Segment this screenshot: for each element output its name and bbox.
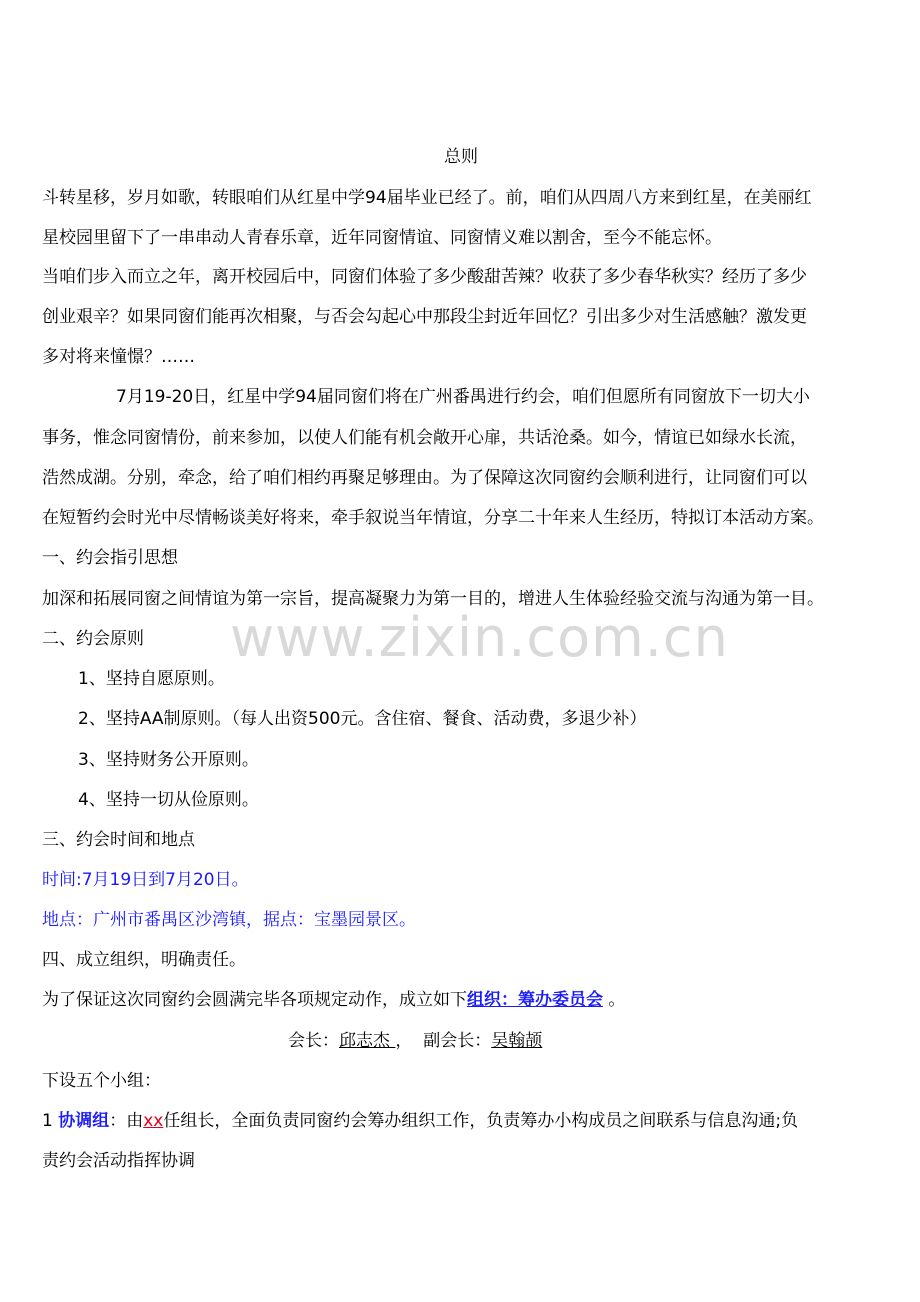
principle-item: 4、坚持一切从俭原则。 bbox=[78, 790, 259, 810]
watermark: www.zixin.com.cn bbox=[230, 606, 729, 669]
document-title: 总则 bbox=[444, 147, 478, 167]
intro-paragraph-1-line-2: 星校园里留下了一串串动人青春乐章，近年同窗情谊、同窗情义难以割舍，至今不能忘怀。 bbox=[42, 228, 722, 248]
intro-paragraph-2-line-3: 多对将来憧憬？…… bbox=[42, 347, 195, 367]
vice-president-name: 吴翰颉 bbox=[491, 1031, 543, 1051]
group-1-line-1 bbox=[42, 1110, 798, 1132]
group-1-line-2: 责约会活动指挥协调 bbox=[42, 1151, 195, 1171]
intro-paragraph-2-line-2: 创业艰辛？如果同窗们能再次相聚，与否会勾起心中那段尘封近年回忆？引出多少对生活感触？激发更 bbox=[42, 307, 807, 327]
group-1-description: 任组长，全面负责同窗约会筹办组织工作，负责筹办小构成员之间联系与信息沟通;负 bbox=[163, 1111, 799, 1131]
section-1-body: 加深和拓展同窗之间情谊为第一宗旨，提高凝聚力为第一目的，增进人生体验经验交流与沟通为第一目。 bbox=[42, 589, 824, 609]
intro-paragraph-3-line-2: 事务，惟念同窗情份，前来参加，以使人们能有机会敞开心扉，共话沧桑。如今，情谊已如绿水长流， bbox=[42, 428, 807, 448]
intro-paragraph-3-line-1: 7月19-20日，红星中学94届同窗们将在广州番禺进行约会，咱们但愿所有同窗放下一切大小 bbox=[116, 387, 810, 407]
intro-paragraph-3-line-3: 浩然成湖。分别，牵念，给了咱们相约再聚足够理由。为了保障这次同窗约会顺利进行，让同窗们可以 bbox=[42, 468, 807, 488]
organization-intro-suffix: 。 bbox=[603, 990, 626, 1010]
groups-intro: 下设五个小组： bbox=[42, 1071, 161, 1091]
event-time: 时间:7月19日到7月20日。 bbox=[42, 870, 249, 890]
intro-paragraph-1-line-1: 斗转星移，岁月如歌，转眼咱们从红星中学94届毕业已经了。前，咱们从四周八方来到红星，在美丽红 bbox=[42, 188, 812, 208]
group-1-name: 协调组 bbox=[58, 1111, 110, 1131]
principle-item: 3、坚持财务公开原则。 bbox=[78, 750, 259, 770]
section-2-heading: 二、约会原则 bbox=[42, 629, 144, 649]
group-1-leader-placeholder: xx bbox=[143, 1111, 164, 1131]
group-1-mid-text: ：由 bbox=[109, 1111, 144, 1131]
president-label: 会长： bbox=[288, 1031, 339, 1051]
section-3-heading: 三、约会时间和地点 bbox=[42, 830, 195, 850]
leadership-line bbox=[288, 1030, 542, 1052]
president-name: 邱志杰 bbox=[339, 1031, 396, 1051]
intro-paragraph-2-line-1: 当咱们步入而立之年，离开校园后中，同窗们体验了多少酸甜苦辣？收获了多少春华秋实？经历了多少 bbox=[42, 267, 807, 287]
section-4-heading: 四、成立组织，明确责任。 bbox=[42, 950, 246, 970]
committee-link[interactable]: 组织：筹办委员会 bbox=[467, 990, 603, 1010]
intro-paragraph-3-line-4: 在短暂约会时光中尽情畅谈美好将来，牵手叙说当年情谊，分享二十年来人生经历，特拟订本活动方案。 bbox=[42, 508, 824, 528]
organization-intro bbox=[42, 989, 625, 1011]
event-place: 地点：广州市番禺区沙湾镇，据点：宝墨园景区。 bbox=[42, 910, 416, 930]
section-1-heading: 一、约会指引思想 bbox=[42, 548, 178, 568]
principle-item: 1、坚持自愿原则。 bbox=[78, 669, 225, 689]
vice-president-label: 副会长： bbox=[423, 1031, 492, 1051]
organization-intro-text: 为了保证这次同窗约会圆满完毕各项规定动作，成立如下 bbox=[42, 990, 467, 1010]
group-1-number: 1 bbox=[42, 1111, 59, 1131]
leadership-separator: ， bbox=[395, 1031, 424, 1051]
principle-item: 2、坚持AA制原则。（每人出资500元。含住宿、餐食、活动费，多退少补） bbox=[78, 709, 647, 729]
